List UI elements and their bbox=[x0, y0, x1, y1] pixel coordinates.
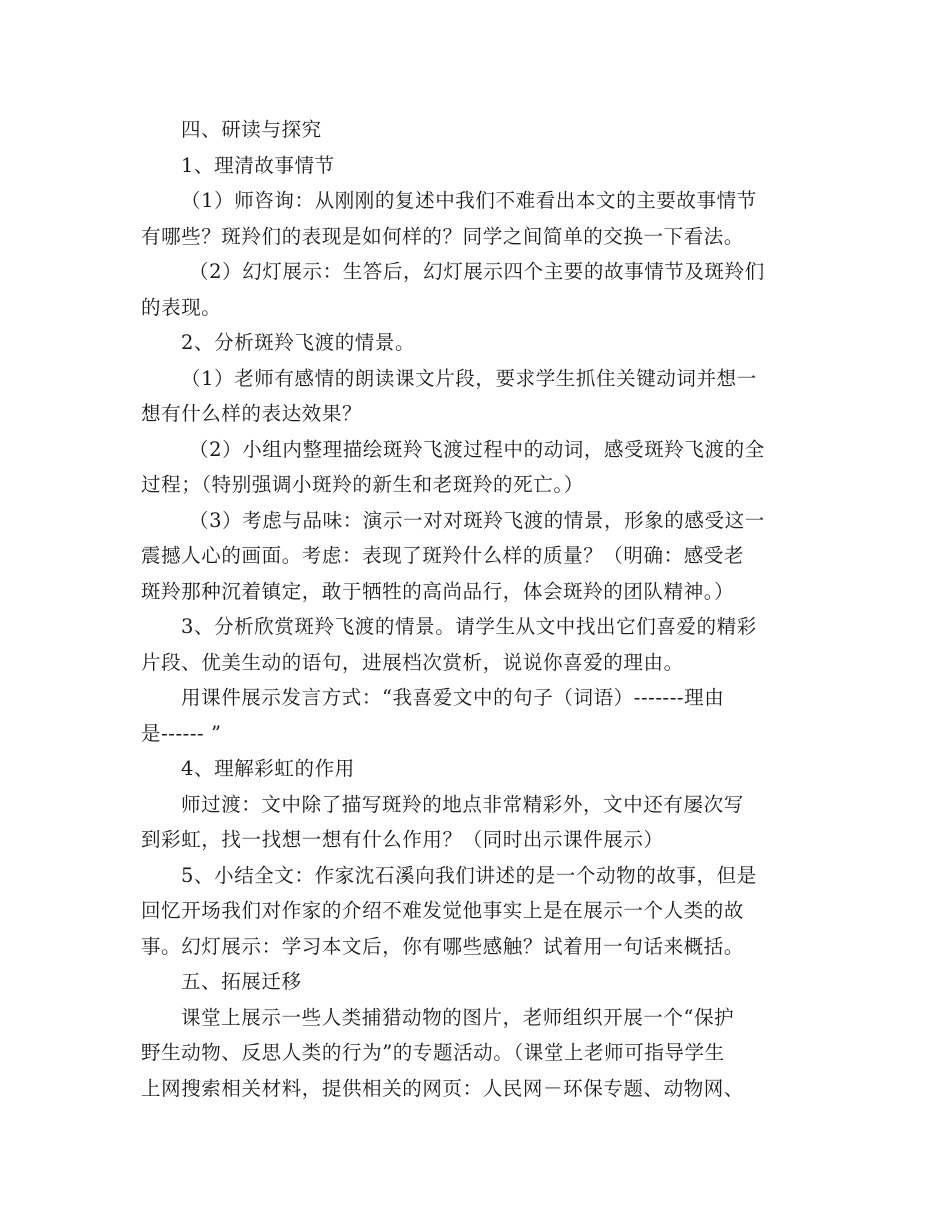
paragraph-line: 到彩虹，找一找想一想有什么作用？（同时出示课件展示） bbox=[141, 828, 664, 851]
heading-item-3: 3、分析欣赏斑羚飞渡的情景。请学生从文中找出它们喜爱的精彩 bbox=[181, 615, 757, 638]
paragraph-line: （1）师咨询：从刚刚的复述中我们不难看出本文的主要故事情节 bbox=[181, 189, 757, 212]
paragraph-line: 过程；（特别强调小斑羚的新生和老斑羚的死亡。） bbox=[141, 473, 584, 496]
paragraph-line: 有哪些？斑羚们的表现是如何样的？同学之间简单的交换一下看法。 bbox=[141, 224, 745, 248]
paragraph-line: 震撼人心的画面。考虑：表现了斑羚什么样的质量？（明确：感受老 bbox=[141, 544, 745, 567]
paragraph-line: （2）小组内整理描绘斑羚飞渡过程中的动词，感受斑羚飞渡的全 bbox=[189, 437, 765, 461]
paragraph-line: 片段、优美生动的语句，进展档次赏析，说说你喜爱的理由。 bbox=[141, 650, 684, 674]
heading-item-1: 1、理清故事情节 bbox=[181, 153, 335, 177]
paragraph-line: 想有什么样的表达效果？ bbox=[141, 402, 363, 425]
paragraph-line: （1）老师有感情的朗读课文片段，要求学生抓住关键动词并想一 bbox=[181, 366, 757, 390]
document-page bbox=[141, 112, 811, 1106]
paragraph-line: 回忆开场我们对作家的介绍不难发觉他事实上是在展示一个人类的故 bbox=[141, 899, 745, 922]
paragraph-line: 课堂上展示一些人类捕猎动物的图片，老师组织开展一个“保护 bbox=[181, 1005, 735, 1029]
paragraph-line: 野生动物、反思人类的行为”的专题活动。（课堂上老师可指导学生 bbox=[141, 1041, 725, 1064]
heading-section-five: 五、拓展迁移 bbox=[181, 970, 302, 993]
paragraph-line: （3）考虑与品味：演示一对对斑羚飞渡的情景，形象的感受这一 bbox=[189, 508, 765, 532]
paragraph-line: 斑羚那种沉着镇定，敢于牺牲的高尚品行，体会斑羚的团队精神。） bbox=[141, 579, 735, 603]
heading-item-5: 5、小结全文：作家沈石溪向我们讲述的是一个动物的故事，但是 bbox=[181, 863, 757, 887]
heading-item-4: 4、理解彩虹的作用 bbox=[181, 757, 355, 780]
paragraph-line: 事。幻灯展示：学习本文后，你有哪些感触？试着用一句话来概括。 bbox=[141, 934, 745, 958]
paragraph-line: （2）幻灯展示：生答后，幻灯展示四个主要的故事情节及斑羚们 bbox=[189, 260, 765, 283]
paragraph-line: 用课件展示发言方式：“我喜爱文中的句子（词语）-------理由 bbox=[181, 686, 725, 709]
paragraph-line: 的表现。 bbox=[141, 295, 222, 319]
paragraph-line: 是------ ” bbox=[141, 721, 222, 745]
paragraph-line: 上网搜索相关材料，提供相关的网页：人民网－环保专题、动物网、 bbox=[141, 1076, 745, 1100]
heading-item-2: 2、分析斑羚飞渡的情景。 bbox=[181, 331, 416, 354]
heading-section-four: 四、研读与探究 bbox=[181, 118, 322, 141]
paragraph-line: 师过渡：文中除了描写斑羚的地点非常精彩外，文中还有屡次写 bbox=[181, 792, 744, 816]
